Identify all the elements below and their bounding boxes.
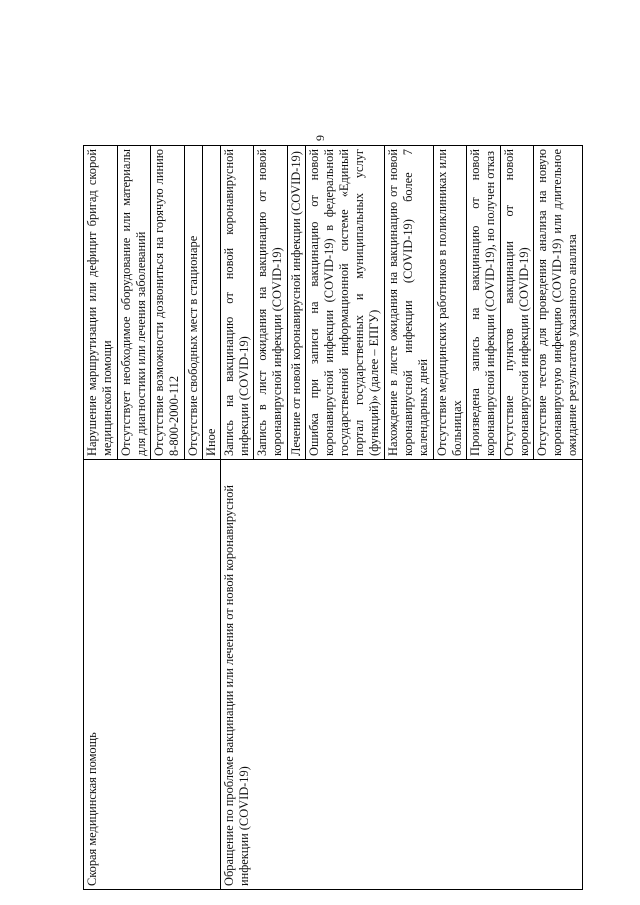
subcategory-cell: Лечение от новой коронавирусной инфекции (COVID-19): [287, 146, 305, 460]
subcategory-cell: Отсутствует необходимое оборудование или материалы для диагностики или лечения заболеваний: [117, 146, 151, 460]
page-number: 9: [313, 135, 327, 141]
rotated-table-container: [83, 149, 583, 890]
table-row: [220, 146, 254, 890]
subcategory-cell: Отсутствие возможности дозвониться на горячую линию 8-800-2000-112: [151, 146, 185, 460]
subcategory-cell: Отсутствие пунктов вакцинации от новой коронавирусной инфекции (COVID-19): [500, 146, 534, 460]
subcategory-cell: Иное: [202, 146, 220, 460]
subcategory-cell: Нахождение в листе ожидания на вакцинацию от новой коронавирусной инфекции (COVID-19) более 7 календарных дней: [384, 146, 433, 460]
category-cell-ambulance: Скорая медицинская помощь: [84, 460, 221, 890]
subcategory-cell: Отсутствие тестов для проведения анализа на новую коронавирусную инфекцию (COVID-19) или длительное ожидание результатов указанного анализа: [534, 146, 583, 460]
subcategory-cell: Запись в лист ожидания на вакцинацию от новой коронавирусной инфекции (COVID-19): [254, 146, 288, 460]
table-row: [84, 146, 118, 890]
subcategory-cell: Нарушение маршрутизации или дефицит бригад скорой медицинской помощи: [84, 146, 118, 460]
subcategory-cell: Произведена запись на вакцинацию от новой коронавирусной инфекции (COVID-19), но получен отказ: [467, 146, 501, 460]
complaints-table: [83, 145, 583, 890]
subcategory-cell: Отсутствие медицинских работников в поликлиниках или больницах: [433, 146, 467, 460]
subcategory-cell: Ошибка при записи на вакцинацию от новой коронавирусной инфекции (COVID-19) в федеральной государственной информационной системе «Единый портал государственных и муниципальных услуг (функций)» (далее – ЕПГУ): [305, 146, 384, 460]
subcategory-cell: Отсутствие свободных мест в стационаре: [184, 146, 202, 460]
subcategory-cell: Запись на вакцинацию от новой коронавирусной инфекции (COVID-19): [220, 146, 254, 460]
category-cell-covid: Обращение по проблеме вакцинации или лечения от новой коронавирусной инфекции (COVID-19): [220, 460, 582, 890]
